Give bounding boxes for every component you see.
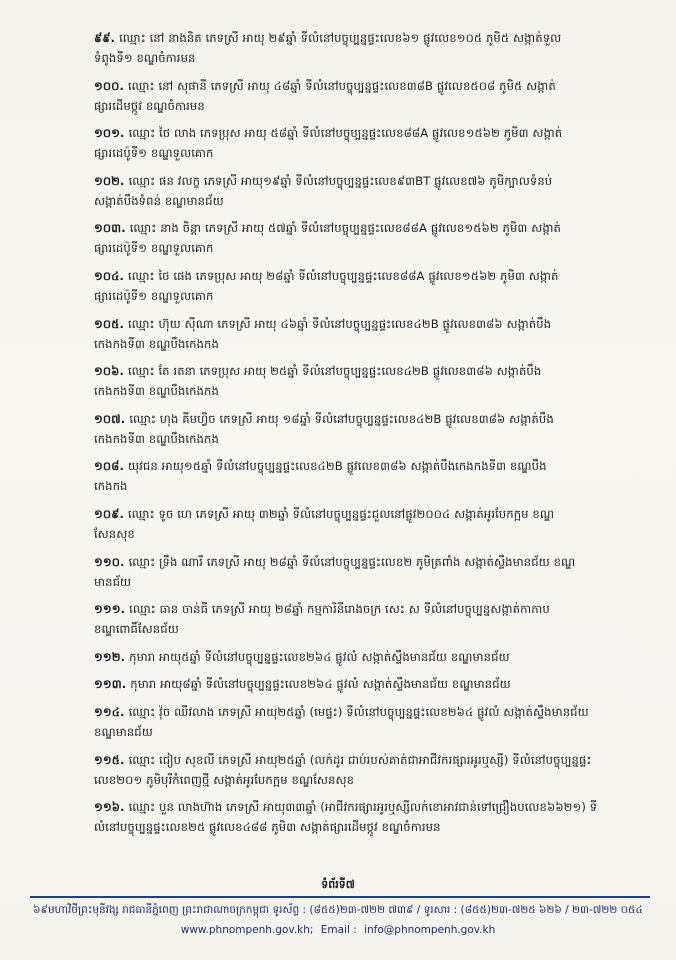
entry-number: ១០២. <box>94 173 125 188</box>
entry-continuation: ផ្សារដេប៉ូទី១ ខណ្ឌទួលគោក <box>94 241 214 256</box>
footer-contact <box>0 924 676 936</box>
entry-continuation: កេងកង <box>94 479 128 494</box>
entry-continuation: ខណ្ឌមានជ័យ <box>94 724 153 739</box>
entry-number: ១០៧. <box>94 411 126 426</box>
entry-number: ១១៥. <box>94 752 125 767</box>
list-item <box>94 797 654 837</box>
list-item <box>94 702 654 742</box>
entry-text: ឈ្មោះ តែ រតនា ភេទប្រុស អាយុ ២៥ឆ្នាំ ទីលំនៅបច្ចុប្បន្នផ្ទះលេខ៤២B ផ្លូវលេខ៣៨៦ សង្កាត់បឹង <box>128 364 542 379</box>
entry-continuation: លេខ២០១ ភូមិបុរីកំពេញថ្មី សង្កាត់អូរបែកក្អម ខណ្ឌសែនសុខ <box>94 772 355 787</box>
entry-continuation: កេងកងទី៣ ខណ្ឌបឹងកេងកង <box>94 431 219 446</box>
entry-text: ឈ្មោះ ផន វលក្ខ ភេទស្រី អាយុ១៩ឆ្នាំ ទីលំនៅបច្ចុប្បន្នផ្ទះលេខ៩៣BT ផ្លូវលេខ៧៦ ភូមិក្បាលទំនប់ <box>128 173 553 188</box>
list-item <box>94 361 654 401</box>
entry-continuation: មានជ័យ <box>94 574 132 589</box>
footer-divider <box>30 896 650 898</box>
entry-number: ១១២. <box>94 649 126 664</box>
entry-text: ឈ្មោះ ថៃ លាង ភេទប្រុស អាយុ ៥៨ឆ្នាំ ទីលំនៅបច្ចុប្បន្នផ្ទះលេខ៨៨A ផ្លូវលេខ១៥៦២ ភូមិ៣ សង្កាត់ <box>128 126 563 141</box>
list-item <box>94 647 654 667</box>
list-item <box>94 28 654 68</box>
entry-number: ១០៥. <box>94 316 124 331</box>
list-item <box>94 456 654 496</box>
entry-number: ១០៨. <box>94 459 124 474</box>
entry-number: ១០៦. <box>94 364 124 379</box>
entry-continuation: ផ្សារដេប៉ូទី១ ខណ្ឌទួលគោក <box>94 288 214 303</box>
entry-text: ឈ្មោះ នៅ នាងនិត ភេទស្រី អាយុ ២៩ឆ្នាំ ទីលំនៅបច្ចុប្បន្នផ្ទះលេខ៦១ ផ្លូវលេខ១០៥ ភូមិ៥ សង្កាត់ទួល <box>119 31 562 45</box>
list-item <box>94 409 654 449</box>
entry-text: ឈ្មោះ ជៀប សុខលី ភេទស្រី អាយុ២៥ឆ្នាំ (លក់ដូរ ជាប់របស់គាត់ជាអាជីវករផ្សារអូរឬស្សី) ទីលំនៅបច្ចុប្បន្នផ្ទះ <box>128 752 592 767</box>
list-item <box>94 218 654 258</box>
email-link[interactable]: info@phnompenh.gov.kh <box>364 924 496 936</box>
email-label: Email : <box>320 924 357 936</box>
entry-text: ឈ្មោះ នាង ចិន្តា ភេទស្រី អាយុ ៥៧ឆ្នាំ ទីលំនៅបច្ចុប្បន្នផ្ទះលេខ៨៨A ផ្លូវលេខ១៥៦២ ភូមិ៣ សង្កាត់ <box>129 221 561 236</box>
entry-text: ឈ្មោះ ថៃ ផេង ភេទប្រុស អាយុ ២៨ឆ្នាំ ទីលំនៅបច្ចុប្បន្នផ្ទះលេខ៨៨A ផ្លូវលេខ១៥៦២ ភូមិ៣ សង្កាត់ <box>128 268 559 283</box>
entry-text: ឈ្មោះ ហ៊ុយ ស៊ីណា ភេទស្រី អាយុ ៤៦ឆ្នាំ ទីលំនៅបច្ចុប្បន្នផ្ទះលេខ៤២B ផ្លូវលេខ៣៨៦ សង្កាត់បឹង <box>128 316 552 331</box>
entry-continuation: ខណ្ឌពោធិ៍សែនជ័យ <box>94 622 179 637</box>
list-item <box>94 123 654 163</box>
entries-list <box>94 28 654 845</box>
entry-number: ១០៤. <box>94 268 124 283</box>
list-item <box>94 314 654 354</box>
list-item <box>94 674 654 694</box>
entry-text: កុមារា អាយុ៥ឆ្នាំ ទីលំនៅបច្ចុប្បន្នផ្ទះលេខ២៦៤ ផ្លូវលំ សង្កាត់ស្ទឹងមានជ័យ ខណ្ឌមានជ័យ <box>129 649 510 664</box>
entry-continuation: កេងកងទី៣ ខណ្ឌបឹងកេងកង <box>94 384 219 399</box>
entry-text: ឈ្មោះ នៅ សុផានី ភេទស្រី អាយុ ៤៨ឆ្នាំ ទីលំនៅបច្ចុប្បន្នផ្ទះលេខ៣៨B ផ្លូវលេខ៥០៨ ភូមិ៥ សង្កាត់ <box>128 78 556 93</box>
footer-address: ៦៩មហាវិថីព្រះមុនីវង្ស រាជធានីភ្នំពេញ ព្រះរាជាណាចក្រកម្ពុជា ទូរស័ព្ទ : (៨៥៥)២៣-៧២២ ៧៣៩ / ទូរសារ : (៨៥៥)២៣-៧២៥ ៦២៦ / ២៣-៧២២ ០៥៤ <box>33 904 643 916</box>
entry-text: ឈ្មោះ ធាន ចាន់ធី ភេទស្រី អាយុ ២៨ឆ្នាំ កម្មការិនីរោងចក្រ សេះ ស ទីលំនៅបច្ចុប្បន្នសង្កាត់កាកាប <box>129 602 550 617</box>
entry-continuation: សែនសុខ <box>94 526 135 541</box>
entry-continuation: លំនៅបច្ចុប្បន្នផ្ទះលេខ២៥ ផ្លូវលេខ៤៨៨ ភូមិ៣ សង្កាត់ផ្សារដើមថ្កូវ ខណ្ឌចំការមន <box>94 820 441 835</box>
entry-text: ឈ្មោះ បួន លាងហ៊ាង ភេទស្រី អាយុ៣៣ឆ្នាំ (អាជីវករផ្សារអូរឬស្សីលក់ខោអាវជាន់ទៅជ្រឿងបលេខ៦៦២១) ទី <box>128 800 598 815</box>
page-number: ទំព័រទី៧ <box>321 878 355 891</box>
entry-continuation: ទំពូងទី១ ខណ្ឌចំការមន <box>94 51 196 65</box>
entry-continuation: សង្កាត់បឹងទំពន់ ខណ្ឌមានជ័យ <box>94 193 224 208</box>
list-item <box>94 599 654 639</box>
entry-continuation: ផ្សារដេប៉ូទី១ ខណ្ឌទួលគោក <box>94 146 214 161</box>
entry-text: កុមារា អាយុ៨ឆ្នាំ ទីលំនៅបច្ចុប្បន្នផ្ទះលេខ២៦៤ ផ្លូវលំ សង្កាត់ស្ទឹងមានជ័យ ខណ្ឌមានជ័យ <box>130 677 511 692</box>
list-item <box>94 552 654 592</box>
entry-number: ១១០. <box>94 554 125 569</box>
list-item <box>94 76 654 116</box>
list-item <box>94 504 654 544</box>
list-item <box>94 750 654 790</box>
entry-continuation: កេងកងទី៣ ខណ្ឌបឹងកេងកង <box>94 336 219 351</box>
website-link[interactable]: www.phnompenh.gov.kh; <box>180 924 314 936</box>
entry-text: ឈ្មោះ ទ្រឹង ណារី ភេទស្រី អាយុ ២៨ឆ្នាំ ទីលំនៅបច្ចុប្បន្នផ្ទះលេខ២ ភូមិត្រពាំង សង្កាត់ស្ទឹងមានជ័យ ខណ្ឌ <box>128 554 576 569</box>
list-item <box>94 266 654 306</box>
entry-number: ១០០. <box>94 78 124 93</box>
entry-text: ឈ្មោះ វ៉ុច ឈីវលាង ភេទស្រី អាយុ២៥ឆ្នាំ (មេផ្ទះ) ទីលំនៅបច្ចុប្បន្នផ្ទះលេខ២៦៤ ផ្លូវលំ សង្កាត់ស្ទឹងមានជ័យ <box>128 704 589 719</box>
entry-number: ១១៣. <box>94 677 127 692</box>
entry-text: ឈ្មោះ ទូច ហេ ភេទស្រី អាយុ ៣២ឆ្នាំ ទីលំនៅបច្ចុប្បន្នផ្ទះជួលនៅផ្លូវ២០០៤ សង្កាត់អូរបែកក្អម ខណ្ឌ <box>128 506 555 521</box>
entry-number: ១១៤. <box>94 704 125 719</box>
entry-number: ៩៩. <box>94 31 116 45</box>
entry-text: យុវជន អាយុ១៥ឆ្នាំ ទីលំនៅបច្ចុប្បន្នផ្ទះលេខ៤២B ផ្លូវលេខ៣៨៦ សង្កាត់បឹងកេងកងទី៣ ខណ្ឌបឹង <box>128 459 547 474</box>
entry-number: ១០១. <box>94 126 125 141</box>
entry-text: ឈ្មោះ ហុង គីមហ្វិច ភេទស្រី អាយុ ១៨ឆ្នាំ ទីលំនៅបច្ចុប្បន្នផ្ទះលេខ៤២B ផ្លូវលេខ៣៨៦ សង្កាត់បឹង <box>129 411 554 426</box>
entry-number: ១០៣. <box>94 221 126 236</box>
entry-number: ១១១. <box>94 602 126 617</box>
entry-number: ១០៩. <box>94 506 124 521</box>
entry-continuation: ផ្សារដើមថ្កូវ ខណ្ឌចំការមន <box>94 98 205 113</box>
list-item <box>94 171 654 211</box>
entry-number: ១១៦. <box>94 800 125 815</box>
